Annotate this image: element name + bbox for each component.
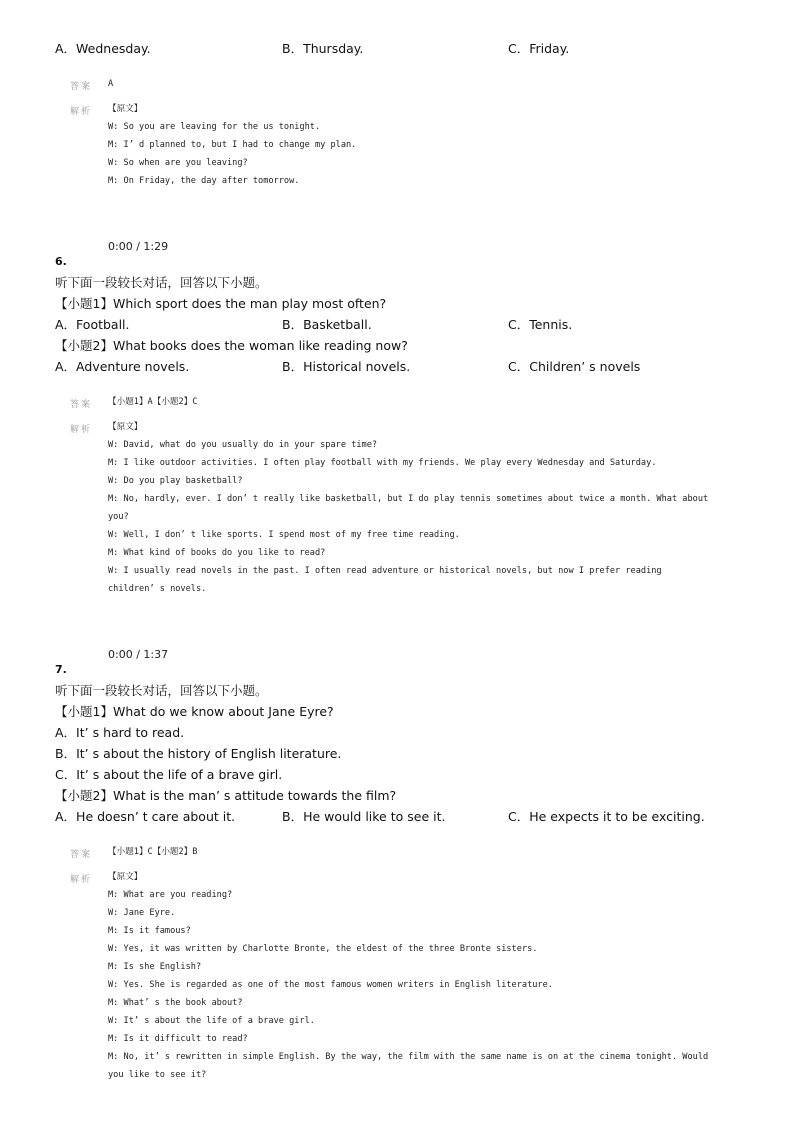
q7-analysis-label: 解析	[70, 875, 93, 885]
q6-line: W: Well, I don’ t like sports. I spend most of my free time reading.	[108, 530, 460, 540]
q5-option-c: C．Friday.	[508, 41, 570, 56]
q6-line: W: Do you play basketball?	[108, 476, 243, 486]
q5-option-b: B．Thursday.	[282, 41, 364, 56]
q6-sub2-question: 【小题2】What books does the woman like reading now?	[55, 338, 408, 353]
q7-line: M: No, it’ s rewritten in simple English. By the way, the film with the same name is on at the cinema tonight. Would	[108, 1052, 709, 1062]
q6-sub1-option-c: C．Tennis.	[508, 317, 573, 332]
q5-analysis-label: 解析	[70, 107, 93, 117]
q6-audio-time[interactable]: 0:00 / 1:29	[108, 240, 169, 253]
q6-line: children’ s novels.	[108, 584, 207, 594]
q7-audio-time[interactable]: 0:00 / 1:37	[108, 648, 169, 661]
q7-line: M: Is she English?	[108, 962, 202, 972]
q7-sub2-option-a: A．He doesn’ t care about it.	[55, 809, 236, 824]
q5-line: M: On Friday, the day after tomorrow.	[108, 176, 300, 186]
q7-number: 7.	[55, 663, 67, 676]
q7-line: M: What are you reading?	[108, 890, 233, 900]
q7-instruction: 听下面一段较长对话，回答以下小题。	[55, 683, 268, 698]
q6-original-heading: 【原文】	[108, 422, 143, 432]
q6-number: 6.	[55, 255, 67, 268]
q7-sub1-option-a: A．It’ s hard to read.	[55, 725, 185, 740]
q7-sub1-question: 【小题1】What do we know about Jane Eyre?	[55, 704, 334, 719]
q7-line: W: Yes. She is regarded as one of the most famous women writers in English literature.	[108, 980, 553, 990]
q7-sub1-option-b: B．It’ s about the history of English literature.	[55, 746, 342, 761]
q6-analysis-label: 解析	[70, 425, 93, 435]
q7-sub2-option-b: B．He would like to see it.	[282, 809, 446, 824]
q6-sub2-option-a: A．Adventure novels.	[55, 359, 190, 374]
q7-sub2-option-c: C．He expects it to be exciting.	[508, 809, 705, 824]
q7-answer: 【小题1】C【小题2】B	[108, 847, 198, 857]
q6-line: W: David, what do you usually do in your spare time?	[108, 440, 378, 450]
q5-original-heading: 【原文】	[108, 104, 143, 114]
q7-line: M: What’ s the book about?	[108, 998, 243, 1008]
q6-sub2-option-b: B．Historical novels.	[282, 359, 411, 374]
q5-option-a: A．Wednesday.	[55, 41, 151, 56]
q6-line: you?	[108, 512, 129, 522]
q7-sub2-question: 【小题2】What is the man’ s attitude towards the film?	[55, 788, 397, 803]
q5-line: W: So when are you leaving?	[108, 158, 248, 168]
q7-line: W: Yes, it was written by Charlotte Bronte, the eldest of the three Bronte sisters.	[108, 944, 538, 954]
q6-instruction: 听下面一段较长对话，回答以下小题。	[55, 275, 268, 290]
q5-answer: A	[108, 79, 114, 89]
q6-sub2-option-c: C．Children’ s novels	[508, 359, 641, 374]
q6-line: M: No, hardly, ever. I don’ t really like basketball, but I do play tennis sometimes about twice a month. What about	[108, 494, 709, 504]
q7-answer-label: 答案	[70, 850, 93, 860]
q6-sub1-option-b: B．Basketball.	[282, 317, 372, 332]
q5-line: M: I’ d planned to, but I had to change my plan.	[108, 140, 357, 150]
q6-line: M: What kind of books do you like to read?	[108, 548, 326, 558]
q6-answer-label: 答案	[70, 400, 93, 410]
q5-line: W: So you are leaving for the us tonight.	[108, 122, 321, 132]
q6-line: W: I usually read novels in the past. I often read adventure or historical novels, but now I prefer reading	[108, 566, 662, 576]
q6-sub1-option-a: A．Football.	[55, 317, 130, 332]
q7-line: M: Is it famous?	[108, 926, 191, 936]
q7-line: you like to see it?	[108, 1070, 207, 1080]
q6-sub1-question: 【小题1】Which sport does the man play most often?	[55, 296, 387, 311]
q7-line: M: Is it difficult to read?	[108, 1034, 248, 1044]
q7-line: W: It’ s about the life of a brave girl.	[108, 1016, 315, 1026]
q7-original-heading: 【原文】	[108, 872, 143, 882]
q7-line: W: Jane Eyre.	[108, 908, 176, 918]
q6-answer: 【小题1】A【小题2】C	[108, 397, 198, 407]
q7-sub1-option-c: C．It’ s about the life of a brave girl.	[55, 767, 283, 782]
q6-line: M: I like outdoor activities. I often play football with my friends. We play every Wednesday and Saturday.	[108, 458, 657, 468]
q5-answer-label: 答案	[70, 82, 93, 92]
